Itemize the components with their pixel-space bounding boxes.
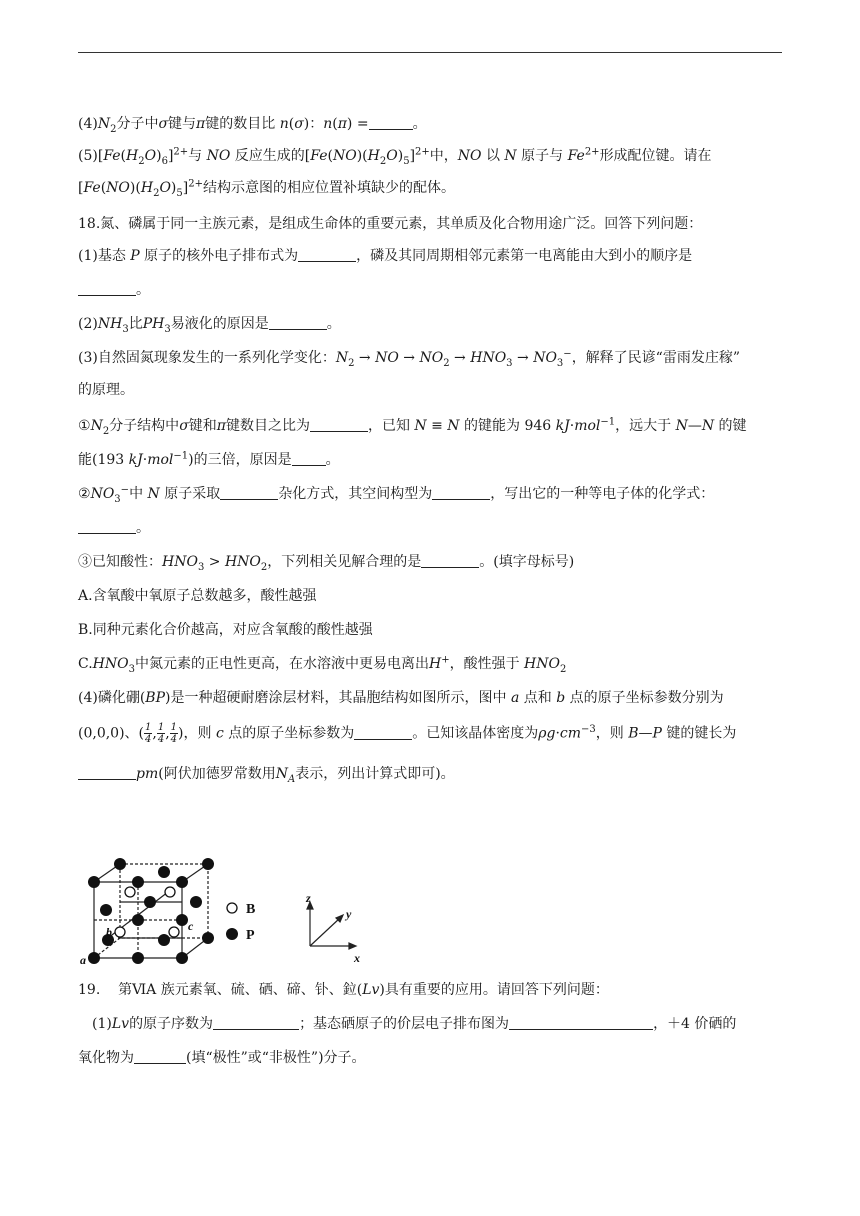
legend-b-marker [227, 903, 237, 913]
answer-blank[interactable] [292, 451, 326, 466]
q18-part3-line2: 的原理。 [78, 382, 134, 398]
q18-sub2-line1: $②NO_3^-$中 N 原子采取 杂化方式，其空间构型为 ，写出它的一种等电子体的化学式： [78, 484, 715, 505]
legend-p-label: P [246, 928, 255, 943]
answer-blank[interactable] [354, 725, 412, 740]
q18-part3-line1: (3)自然固氮现象发生的一系列化学变化：$N_2$ → NO → $NO_2 \to HNO_3 \to NO_3^-$，解释了民谚“雷雨发庄稼” [78, 348, 741, 369]
axis-x-label: x [354, 951, 360, 965]
label-c: c [188, 919, 194, 933]
q18-part2: $(2)NH_3$比$PH_3$易液化的原因是 。 [78, 316, 341, 335]
legend-p-marker [226, 928, 238, 940]
axis-y-label: y [346, 907, 352, 921]
header-rule [78, 52, 782, 53]
answer-blank[interactable] [509, 1015, 653, 1030]
q18-sub1-line2: 能(193 kJ·mol$^{-1}$)的三倍，原因是 。 [78, 450, 340, 468]
crystal-cell-figure [78, 852, 378, 976]
answer-blank[interactable] [421, 553, 479, 568]
option-a: A.含氧酸中氧原子总数越多，酸性越强 [78, 588, 317, 604]
answer-blank[interactable] [269, 315, 327, 330]
label-b: b [106, 925, 112, 939]
answer-blank[interactable] [220, 485, 278, 500]
answer-blank[interactable] [78, 281, 136, 296]
q18-sub3: ③已知酸性：$HNO_3 > HNO_2$，下列相关见解合理的是 。(填字母标号) [78, 554, 575, 573]
axis-z-label: z [306, 891, 311, 905]
answer-blank[interactable] [298, 247, 356, 262]
q18-part4-line1: (4)磷化硼(BP)是一种超硬耐磨涂层材料，其晶胞结构如图所示，图中 a 点和 b 点的原子坐标参数分别为 [78, 690, 724, 706]
q19-part1-line1: (1)Lv的原子序数为 ；基态硒原子的价层电子排布图为 ，＋4 价硒的 [92, 1016, 737, 1032]
q19-intro: 19. 第ⅥA 族元素氧、硫、硒、碲、钋、鉝(Lv)具有重要的应用。请回答下列问题： [78, 982, 609, 998]
option-c: $C.HNO_3$中氮元素的正电性更高，在水溶液中更易电离出H+，酸性强于 $HNO_2$ [78, 654, 567, 675]
answer-blank[interactable] [213, 1015, 299, 1030]
option-b: B.同种元素化合价越高，对应含氧酸的酸性越强 [78, 622, 373, 638]
answer-blank[interactable] [310, 417, 368, 432]
q19-part1-line2: 氧化物为 (填“极性”或“非极性”)分子。 [78, 1050, 366, 1066]
q18-intro: 18.氮、磷属于同一主族元素，是组成生命体的重要元素，其单质及化合物用途广泛。回答下列问题： [78, 216, 703, 232]
q18-part1-line2: 。 [78, 280, 150, 300]
answer-blank[interactable] [134, 1049, 186, 1064]
q18-part4-line3: pm(阿伏加德罗常数用$N_A$表示，列出计算式即可)。 [78, 764, 455, 784]
bp-unit-cell-diagram [78, 852, 378, 972]
q18-sub1-line1: $①N_2$分子结构中σ键和π键数目之比为 ，已知 N ≡ N 的键能为 946 kJ·mol$^{-1}$，远大于 N—N 的键 [78, 416, 747, 437]
q17-part5-line1: $(5)[Fe(H_2O)_6]^{2+}$与 NO 反应生成的$[Fe(NO)(H_2O)_5]^{2+}$中，NO 以 N 原子与 $Fe^{2+}$形成配位键。请在 [78, 146, 712, 167]
legend-b-label: B [246, 902, 256, 917]
q18-part1-line1: (1)基态 P 原子的核外电子排布式为 ，磷及其同周期相邻元素第一电离能由大到小的顺序是 [78, 248, 693, 264]
answer-blank[interactable] [78, 519, 136, 534]
q18-sub2-line2: 。 [78, 518, 150, 538]
answer-blank[interactable] [78, 765, 136, 780]
q18-part4-line2: (0,0,0)、( $\frac{1}{4}$ , $\frac{1}{4}$ , $\frac{1}{4}$ )，则 c 点的原子坐标参数为 。已知该晶体密度为$\rho g\cdot cm^{-3}$，则 B—P 键的键长为 [78, 722, 737, 745]
answer-blank[interactable] [369, 115, 413, 130]
q17-part4: $(4)N_2$分子中σ键与π键的数目比 n(σ)：n(π) = 。 [78, 116, 427, 135]
label-a: a [80, 953, 86, 967]
q17-part5-line2: $[Fe(NO)(H_2O)_5]^{2+}$结构示意图的相应位置补填缺少的配体。 [78, 178, 455, 199]
answer-blank[interactable] [432, 485, 490, 500]
